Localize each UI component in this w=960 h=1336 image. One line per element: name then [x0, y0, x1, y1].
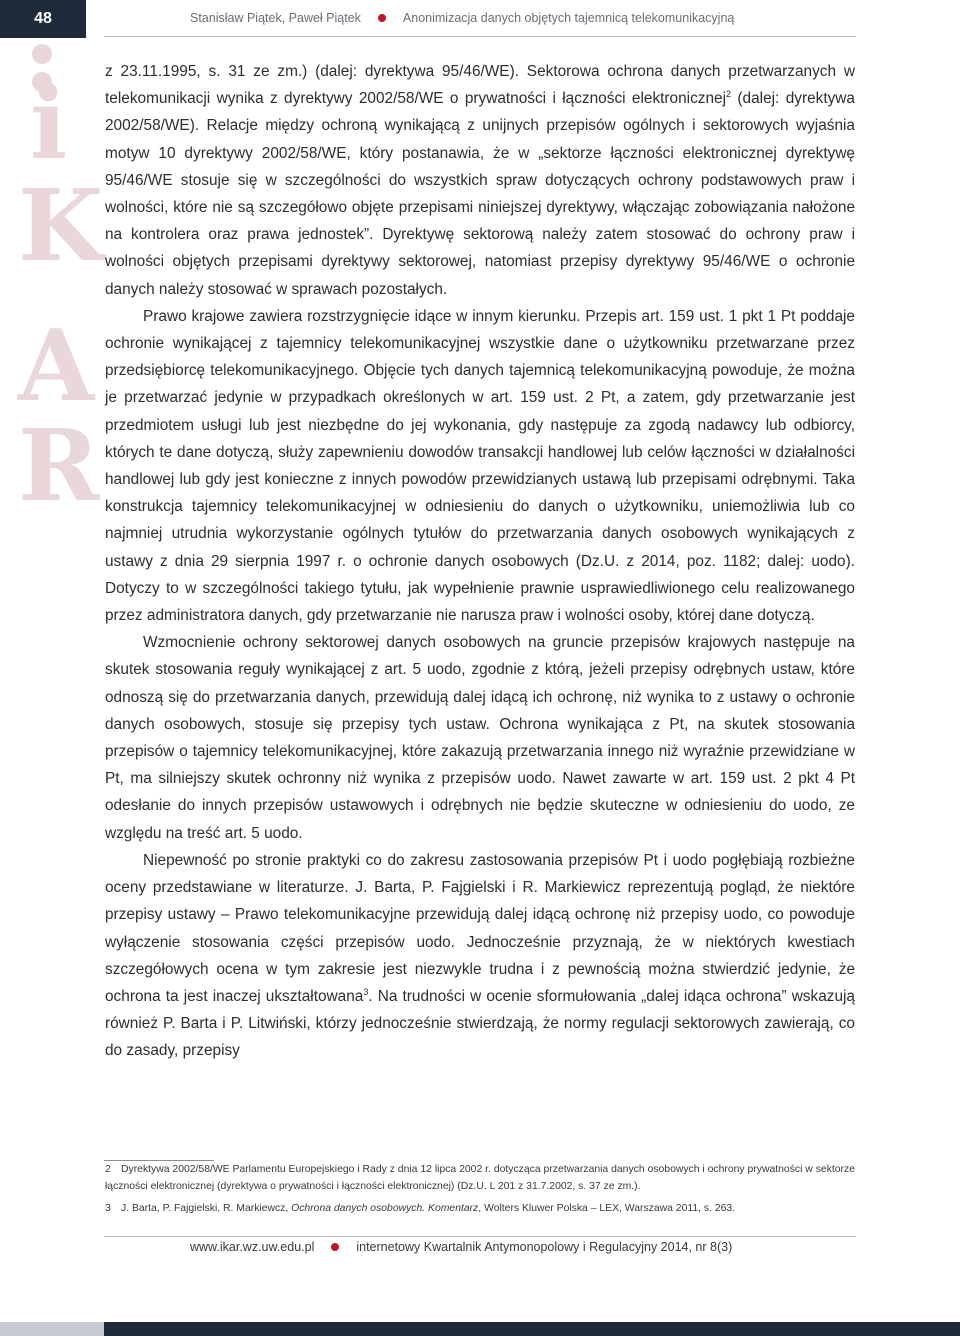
paragraph-2: Prawo krajowe zawiera rozstrzygnięcie idące w innym kierunku. Przepis art. 159 ust. 1 pkt 1 Pt poddaje ochronie wynikającej z tajemnicy telekomunikacyjnej wszystkie dane o użytkowniku przetwarzane przez przedsiębiorcę telekomunikacyjnego. Objęcie tych danych tajemnicą telekomunikacyjną powoduje, że można je przetwarzać jedynie w przypadkach określonych w art. 159 ust. 2 Pt, a zatem, gdy przetwarzanie jest przedmiotem usługi lub jest niezbędne do jej wykonania, gdy następuje za zgodą nadawcy lub odbiorcy, których te dane dotyczą, służy zapewnieniu dowodów transakcji handlowej lub celów łączności w działalności handlowej lub gdy jest konieczne z innych powodów przewidzianych ustawą lub przepisami odrębnymi. Taka konstrukcja tajemnicy telekomunikacyjnej w odniesieniu do danych o użytkowniku, uniemożliwia lub co najmniej utrudnia wykorzystanie ogólnych tytułów do przetwarzania danych osobowych wynikających z ustawy z dnia 29 sierpnia 1997 r. o ochronie danych osobowych (Dz.U. z 2014, poz. 1182; dalej: uodo). Dotyczy to w szczególności takiego tytułu, jak wypełnienie prawnie usprawiedliwionego celu realizowanego przez administratora danych, gdy przetwarzanie nie narusza praw i wolności osoby, której dane dotyczą. — [105, 307, 855, 625]
paragraph-1-part-a: z 23.11.1995, s. 31 ze zm.) (dalej: dyrektywa 95/46/WE). Sektorowa ochrona danych przetwarzanych w telekomunikacji wynika z dyrektywy 2002/58/WE o prywatności i łączności elektronicznej — [105, 63, 855, 108]
footnote-number: 3 — [105, 1203, 111, 1215]
sidebar-letter-a: A — [18, 309, 95, 424]
paragraph-4-part-a: Niepewność po stronie praktyki co do zakresu zastosowania przepisów Pt i uodo pogłębiają rozbieżne oceny przedstawiane w literaturze. J. Barta, P. Fajgielski i R. Markiewicz reprezentują pogląd, że niektóre przepisy ustawy – Prawo telekomunikacyjne przewidują dalej idącą ochronę niż przepisy uodo, co powoduje wyłączenie stosowania części przepisów uodo. Jednocześnie przyznają, że w niektórych kwestiach szczegółowych ocena w tym zakresie jest niezwykle trudna i z pewnością można stwierdzić jedynie, że ochrona ta jest inaczej ukształtowana — [105, 851, 855, 1005]
sidebar-letter-r: R — [18, 409, 100, 524]
footnote-ref-2: 2 — [726, 89, 732, 100]
footnote-text: , Wolters Kluwer Polska – LEX, Warszawa 2011, s. 263. — [478, 1203, 736, 1215]
footnote-2 — [105, 1162, 855, 1195]
bullet-dot-icon — [378, 14, 386, 22]
footnote-italic-title: Ochrona danych osobowych. Komentarz — [291, 1203, 479, 1215]
paragraph-1-part-b: (dalej: dyrektywa 2002/58/WE). Relacje między ochroną wynikającą z unijnych przepisów ogólnych i sektorowych wyjaśnia motyw 10 dyrektywy 2002/58/WE, który postanawia, że w „sektorze łączności elektronicznej dyrektywę 95/46/WE stosuje się w szczególności do wszystkich spraw dotyczących ochrony podstawowych praw i wolności, które nie są szczegółowo objęte przepisami niniejszej dyrektywy, włączając zobowiązania nałożone na kontrolera oraz prawa jednostek”. Dyrektywę sektorową należy zatem stosować do ochrony praw i wolności objętych przepisami dyrektywy sektorowej, natomiast przepisy dyrektywy 95/46/WE o ochronie danych należy stosować w sprawach pozostałych. — [105, 90, 855, 298]
footnote-3 — [105, 1201, 855, 1218]
header-authors: Stanisław Piątek, Paweł Piątek — [190, 11, 361, 25]
footer — [190, 1240, 732, 1254]
header-divider — [104, 36, 856, 37]
bottom-bar — [104, 1322, 960, 1336]
header-title: Anonimizacja danych objętych tajemnicą telekomunikacyjną — [402, 11, 735, 25]
paragraph-4-part-b: . Na trudności w ocenie sformułowania „dalej idąca ochrona” wskazują również P. Barta i P. Litwiński, którzy jednocześnie stwierdzają, że normy regulacji sektorowych zawierają, co do zasady, przepisy — [105, 987, 855, 1060]
footer-divider — [104, 1236, 856, 1237]
footnotes — [105, 1162, 855, 1220]
footnote-text: J. Barta, P. Fajgielski, R. Markiewcz, — [121, 1203, 292, 1215]
main-text — [105, 58, 855, 1065]
sidebar-letter-k: K — [18, 169, 104, 284]
footnote-ref-3: 3 — [363, 986, 369, 997]
bullet-dot-icon — [331, 1243, 339, 1251]
footnote-number: 2 — [105, 1164, 111, 1175]
footnote-text: Dyrektywa 2002/58/WE Parlamentu Europejskiego i Rady z dnia 12 lipca 2002 r. dotycząca przetwarzania danych osobowych i ochrony prywatności w sektorze łączności elektronicznej (dyrektywa o prywatności i łączności elektronicznej) (Dz.U. L 201 z 31.7.2002, s. 37 ze zm.). — [105, 1164, 855, 1192]
paragraph-4 — [105, 847, 855, 1065]
footer-journal: internetowy Kwartalnik Antymonopolowy i Regulacyjny 2014, nr 8(3) — [356, 1240, 733, 1254]
bottom-bar-accent — [0, 1322, 104, 1336]
sidebar-letter-i: i — [30, 67, 68, 182]
side-dot-icon — [32, 44, 52, 64]
footnotes-divider — [104, 1160, 214, 1161]
footer-url-link[interactable]: www.ikar.wz.uw.edu.pl — [190, 1240, 315, 1254]
paragraph-3: Wzmocnienie ochrony sektorowej danych osobowych na gruncie przepisów krajowych następuje na skutek stosowania reguły wynikającej z art. 5 uodo, zgodnie z którą, jeżeli przepisy odrębnych ustaw, które odnoszą się do przetwarzania danych, przewidują dalej idącą ich ochronę, niż wynika to z ustawy o ochronie danych osobowych, stosuje się przepisy tych ustaw. Ochrona wynikająca z Pt, na skutek stosowania przepisów o tajemnicy telekomunikacyjnej, które zakazują przetwarzania innego niż wyraźnie przewidziane w Pt, ma silniejszy skutek ochronny niż wynika z przepisów uodo. Nawet zawarte w art. 159 ust. 2 pkt 4 Pt odesłanie do innych przepisów ustawowych i odrębnych nie będzie skuteczne w odniesieniu do uodo, ze względu na treść art. 5 uodo. — [105, 634, 855, 842]
page-number: 48 — [0, 0, 86, 38]
paragraph-1 — [105, 58, 855, 303]
running-header — [190, 11, 734, 25]
